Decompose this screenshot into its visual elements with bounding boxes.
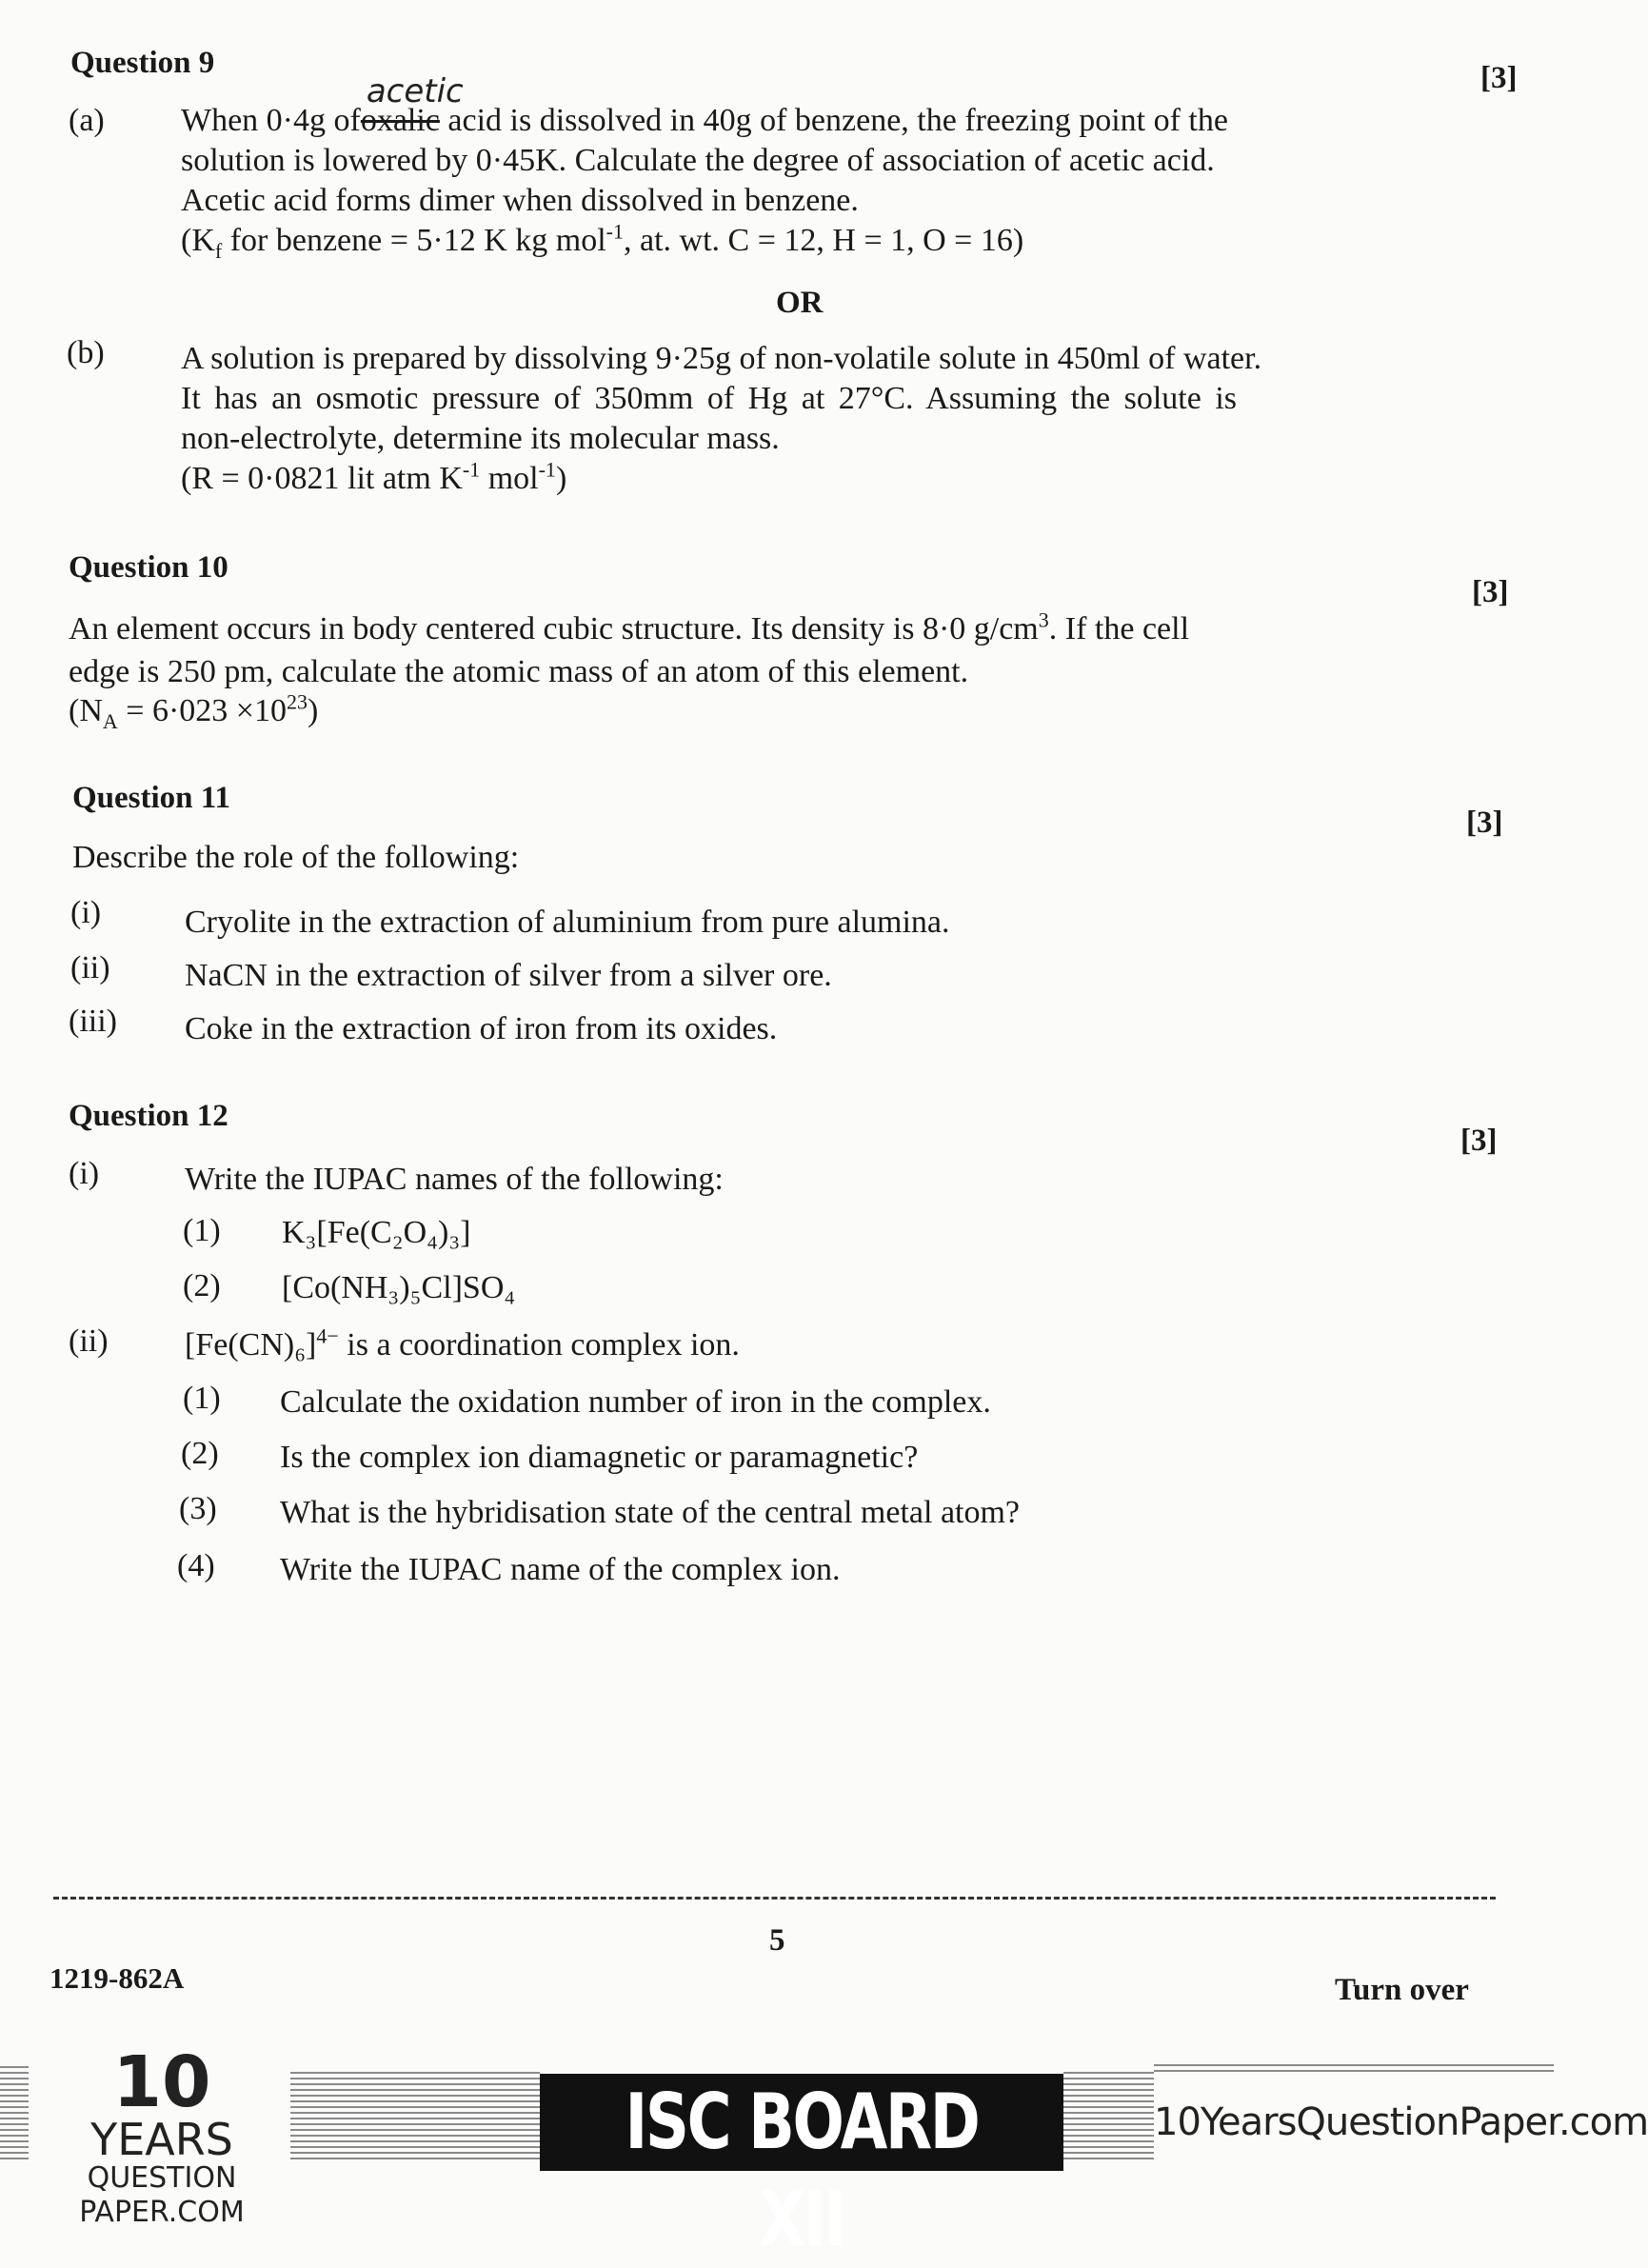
q12-ii-item-label: (1) [183, 1381, 221, 1416]
q12-i-text: Write the IUPAC names of the following: [185, 1162, 724, 1197]
handwritten-correction: acetic [366, 72, 464, 110]
struck-word: oxalic [360, 103, 440, 138]
site-url[interactable]: 10YearsQuestionPaper.com [1154, 2100, 1648, 2144]
q11-item-text: Cryolite in the extraction of aluminium from pure alumina. [185, 905, 950, 940]
q12-ii-item-label: (4) [177, 1548, 215, 1583]
q11-item-label: (iii) [69, 1004, 117, 1039]
q9-b-line4: (R = 0·0821 lit atm $K^{-1}$ mol$^{-1}$) [181, 457, 567, 496]
q12-ii-text: $[Fe(CN)_6]^{4-}$ is a coordination complex ion. [185, 1323, 740, 1363]
q9-b-line1: A solution is prepared by dissolving 9·25g of non-volatile solute in 450ml of water. [181, 341, 1262, 376]
q11-intro: Describe the role of the following: [72, 840, 520, 875]
q9-a-label: (a) [69, 103, 105, 138]
q12-i2-formula: [Co(NH₃)₅Cl]SO₄ [282, 1270, 516, 1305]
q9-a-line3: Acetic acid forms dimer when dissolved in benzene. [181, 183, 859, 218]
banner-title: ISC BOARD XII [625, 2078, 979, 2263]
site-logo [29, 2041, 295, 2229]
q11-item-label: (ii) [70, 950, 110, 985]
q9-a-line1: When 0·4g ofoxalic acetic acid is dissolved in 40g of benzene, the freezing point of the [181, 72, 1228, 138]
q12-ii-item-text: Calculate the oxidation number of iron in the complex. [280, 1384, 991, 1420]
logo-years: YEARS [90, 2114, 233, 2165]
page-number: 5 [769, 1923, 785, 1958]
q12-i2-label: (2) [183, 1268, 221, 1303]
q12-i1-label: (1) [183, 1213, 221, 1248]
q12-ii-item-label: (2) [181, 1436, 219, 1471]
q12-ii-item-text: Is the complex ion diamagnetic or paramagnetic? [280, 1440, 919, 1475]
q10-line1: An element occurs in body centered cubic structure. Its density is 8·0 $g/cm^3$. If the cell [69, 607, 1190, 647]
logo-number: 10 [112, 2041, 211, 2123]
q9-b-line2: It has an osmotic pressure of 350mm of Hg at 27°C. Assuming the solute is [181, 381, 1237, 416]
question-9-title: Question 9 [70, 46, 215, 80]
banner-stripes-mid-right [1063, 2072, 1154, 2159]
q9-b-line3: non-electrolyte, determine its molecular mass. [181, 421, 780, 456]
banner-stripes-mid-left [290, 2072, 540, 2159]
q11-item-label: (i) [70, 895, 102, 930]
q12-ii-item-text: What is the hybridisation state of the central metal atom? [280, 1495, 1021, 1530]
banner-stripes-left [0, 2066, 29, 2161]
q11-item-text: Coke in the extraction of iron from its oxides. [185, 1011, 778, 1046]
dashed-divider [53, 1897, 1496, 1900]
q9-a-line4: ($K_f$ for benzene = 5·12 K kg mol$^{-1}$, at. wt. C = 12, H = 1, O = 16) [181, 219, 1024, 263]
question-9-marks: [3] [1480, 61, 1518, 95]
turn-over: Turn over [1335, 1973, 1469, 2007]
paper-code: 1219-862A [50, 1961, 185, 1995]
question-10-marks: [3] [1472, 575, 1509, 609]
question-12-marks: [3] [1460, 1124, 1498, 1158]
q10-line3: $(N_A = 6\cdot 023 \times 10^{23})$ [69, 689, 319, 733]
q9-b-label: (b) [67, 335, 105, 370]
logo-subtitle: QUESTION PAPER.COM [79, 2161, 245, 2229]
q12-ii-item-text: Write the IUPAC name of the complex ion. [280, 1552, 841, 1587]
q11-item-text: NaCN in the extraction of silver from a silver ore. [185, 958, 832, 993]
question-12-title: Question 12 [69, 1099, 228, 1133]
question-10-title: Question 10 [69, 550, 228, 585]
question-11-marks: [3] [1466, 806, 1503, 840]
banner-title-box [540, 2074, 1063, 2263]
q12-ii-label: (ii) [69, 1323, 109, 1359]
q10-line2: edge is 250 pm, calculate the atomic mass of an atom of this element. [69, 654, 969, 689]
banner-stripes-right [1154, 2064, 1554, 2072]
or-separator: OR [776, 286, 824, 320]
question-11-title: Question 11 [72, 781, 230, 815]
q12-i1-formula: K₃[Fe(C₂O₄)₃] [282, 1215, 471, 1250]
q9-a-line2: solution is lowered by 0·45K. Calculate the degree of association of acetic acid. [181, 143, 1215, 178]
q12-ii-item-label: (3) [179, 1491, 217, 1526]
q12-i-label: (i) [69, 1156, 100, 1191]
